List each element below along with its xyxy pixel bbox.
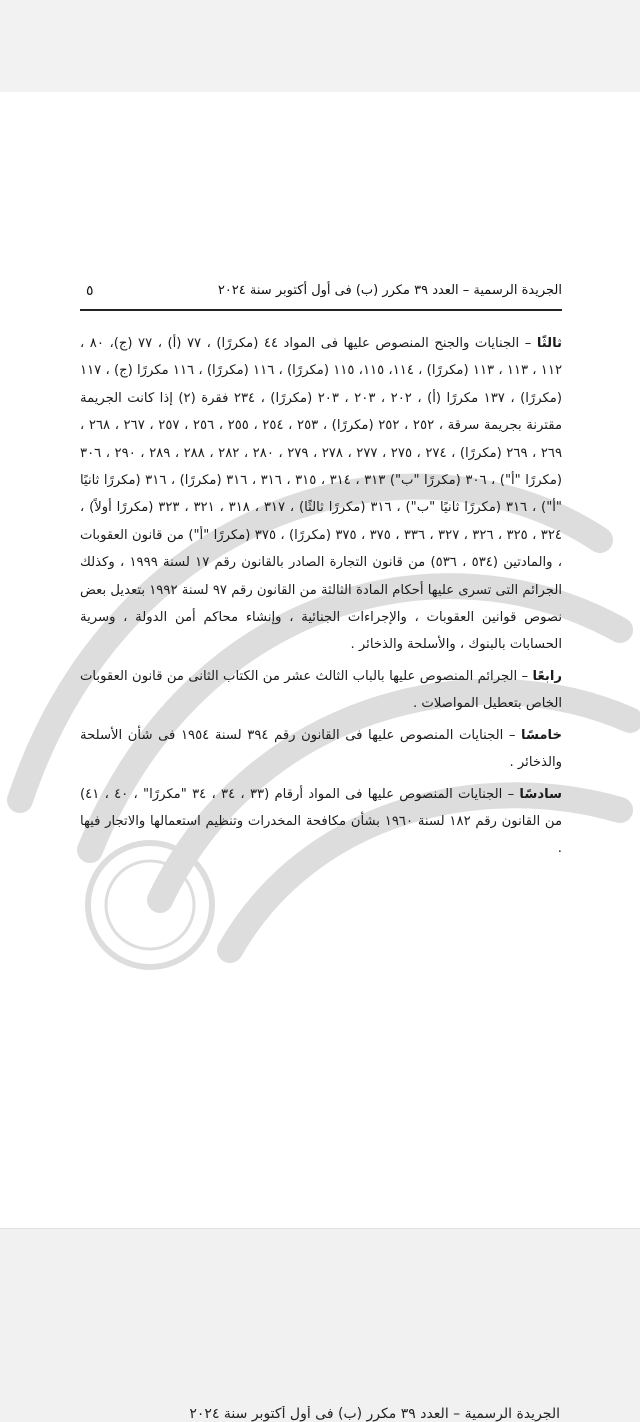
top-margin-band (0, 0, 640, 93)
page-number: ٥ (86, 283, 94, 299)
next-page-header-partial: الجريدة الرسمية – العدد ٣٩ مكرر (ب) فى أول أكتوبر سنة ٢٠٢٤ (189, 1406, 560, 1422)
document-body (80, 330, 562, 863)
paragraph-text: – الجنايات والجنح المنصوص عليها فى المواد ٤٤ (مكررًا) ، ٧٧ (أ) ، ٧٧ (ج)، ٨٠ ، ١١٢ ، ١١٣ ، ١١٣ (مكررًا) ، ١١٤، ١١٥، ١١٥ (مكررًا) ، ١١٦ (مكررًا) ، ١١٦ مكررًا (ج) ، ١١٧ (مكررًا) ، ١٣٧ مكررًا (أ) ، ٢٠٢ ، ٢٠٣ ، ٢٠٣ (مكررًا) ، ٢٣٤ فقرة (٢) إذا كانت الجريمة مقترنة بجريمة سرقة ، ٢٥٢ ، ٢٥٢ (مكررًا) ، ٢٥٣ ، ٢٥٤ ، ٢٥٥ ، ٢٥٦ ، ٢٥٧ ، ٢٦٧ ، ٢٦٨ ، ٢٦٩ ، ٢٦٩ (مكررًا) ، ٢٧٤ ، ٢٧٥ ، ٢٧٧ ، ٢٧٨ ، ٢٧٩ ، ٢٨٠ ، ٢٨٢ ، ٢٨٨ ، ٢٨٩ ، ٢٩٠ ، ٣٠٦ (مكررًا "أ") ، ٣٠٦ (مكررًا "ب") ٣١٣ ، ٣١٤ ، ٣١٥ ، ٣١٦ ، ٣١٦ (مكررًا) ، ٣١٦ (مكررًا ثانيًا "أ") ، ٣١٦ (مكررًا ثانيًا "ب") ، ٣١٦ (مكررًا ثالثًا) ، ٣١٧ ، ٣١٨ ، ٣٢١ ، ٣٢٣ (مكررًا أولاً) ، ٣٢٤ ، ٣٢٥ ، ٣٢٦ ، ٣٢٧ ، ٣٣٦ ، ٣٧٥ ، ٣٧٥ (مكررًا) ، ٣٧٥ (مكررًا "أ") من قانون العقوبات ، والمادتين (٥٣٤ ، ٥٣٦) من قانون التجارة الصادر بالقانون رقم ١٧ لسنة ١٩٩٩ ، وكذلك الجرائم التى تسرى عليها أحكام المادة الثالثة من القانون رقم ٩٧ لسنة ١٩٩٢ بتعديل بعض نصوص قوانين العقوبات ، والإجراءات الجنائية ، وإنشاء محاكم أمن الدولة ، وسرية الحسابات بالبنوك ، والأسلحة والذخائر . (80, 336, 563, 653)
paragraph-lead: خامسًا (521, 727, 562, 743)
gazette-title: الجريدة الرسمية – العدد ٣٩ مكرر (ب) فى أول أكتوبر سنة ٢٠٢٤ (217, 283, 562, 298)
paragraph-fifth (80, 722, 562, 777)
paragraph-third (80, 330, 562, 659)
paragraph-fourth (80, 663, 562, 718)
paragraph-text: – الجنايات المنصوص عليها فى المواد أرقام (٣٣ ، ٣٤ ، ٣٤ "مكررًا" ، ٤٠ ، ٤١) من القانون رقم ١٨٢ لسنة ١٩٦٠ بشأن مكافحة المخدرات وتنظيم استعمالها والاتجار فيها . (80, 786, 563, 857)
paragraph-lead: سادسًا (519, 786, 563, 802)
paragraph-lead: رابعًا (532, 668, 562, 684)
page-header (80, 281, 562, 311)
paragraph-lead: ثالثًا (536, 336, 563, 351)
bottom-margin-band (0, 1228, 640, 1422)
paragraph-text: – الجنايات المنصوص عليها فى القانون رقم ٣٩٤ لسنة ١٩٥٤ فى شأن الأسلحة والذخائر . (80, 727, 562, 771)
paragraph-text: – الجرائم المنصوص عليها بالباب الثالث عشر من الكتاب الثانى من قانون العقوبات الخاص بتعطيل المواصلات . (80, 668, 562, 712)
paragraph-sixth (80, 781, 562, 863)
